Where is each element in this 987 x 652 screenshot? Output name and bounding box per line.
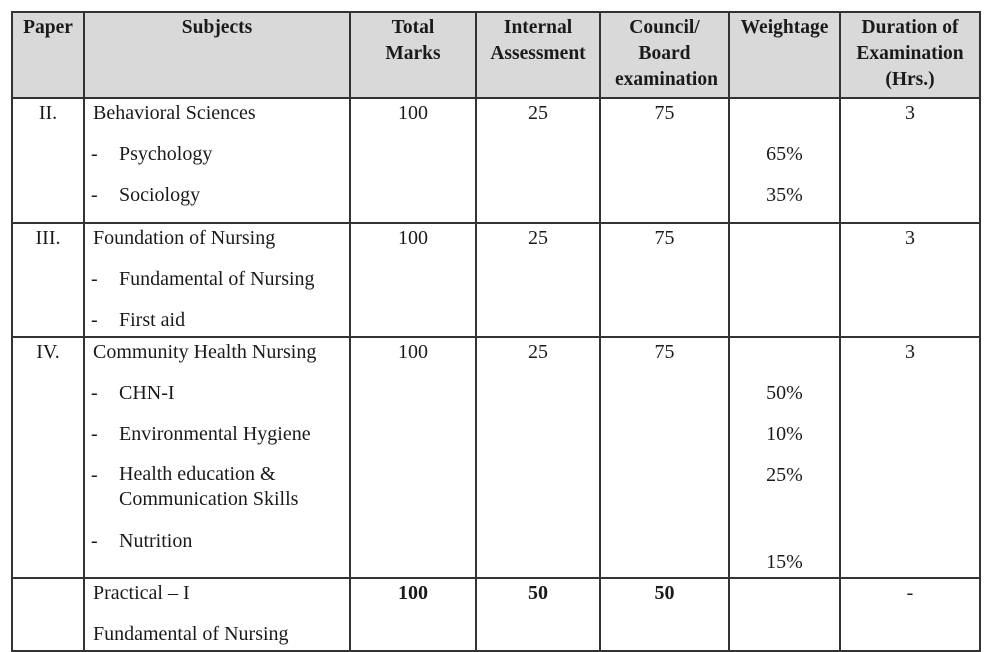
subject-sub-item: - CHN-I (91, 382, 175, 404)
subject-cell (84, 578, 350, 651)
header-paper: Paper (12, 12, 84, 98)
total-marks-cell: 100 (350, 337, 476, 578)
duration-cell: - (840, 578, 980, 651)
subject-title: Community Health Nursing (93, 341, 317, 363)
total-marks-cell: 100 (350, 578, 476, 651)
weightage-cell: 65% 35% (729, 98, 840, 223)
subject-sub-item: - First aid (91, 309, 186, 331)
header-internal-assessment: Internal Assessment (476, 12, 600, 98)
paper-cell: IV. (12, 337, 84, 578)
subject-cell (84, 223, 350, 337)
council-cell: 50 (600, 578, 729, 651)
weightage-cell: 50% 10% 25% 15% (729, 337, 840, 578)
weightage-cell (729, 223, 840, 337)
table-row (12, 98, 980, 223)
weightage-cell (729, 578, 840, 651)
paper-cell: II. (12, 98, 84, 223)
subject-sub-item: - Health education & Communication Skills (91, 463, 299, 510)
internal-cell: 50 (476, 578, 600, 651)
subject-sub-item: - Psychology (91, 143, 213, 165)
exam-scheme-table (11, 11, 981, 652)
council-cell: 75 (600, 223, 729, 337)
header-duration: Duration of Examination (Hrs.) (840, 12, 980, 98)
subject-sub-item: - Environmental Hygiene (91, 423, 311, 445)
header-subjects: Subjects (84, 12, 350, 98)
table-row (12, 223, 980, 337)
subject-title: Practical – I (93, 582, 190, 604)
internal-cell: 25 (476, 223, 600, 337)
duration-cell: 3 (840, 98, 980, 223)
paper-cell: III. (12, 223, 84, 337)
duration-cell: 3 (840, 337, 980, 578)
header-council-board: Council/ Board examination (600, 12, 729, 98)
subject-cell (84, 98, 350, 223)
header-total-marks: Total Marks (350, 12, 476, 98)
paper-cell (12, 578, 84, 651)
duration-cell: 3 (840, 223, 980, 337)
council-cell: 75 (600, 98, 729, 223)
internal-cell: 25 (476, 98, 600, 223)
total-marks-cell: 100 (350, 223, 476, 337)
subject-subtitle: Fundamental of Nursing (93, 623, 289, 645)
subject-cell (84, 337, 350, 578)
council-cell: 75 (600, 337, 729, 578)
subject-sub-item: - Sociology (91, 184, 201, 206)
subject-title: Foundation of Nursing (93, 227, 276, 249)
header-weightage: Weightage (729, 12, 840, 98)
total-marks-cell: 100 (350, 98, 476, 223)
table-row (12, 337, 980, 578)
header-row (12, 12, 980, 98)
subject-sub-item: - Nutrition (91, 530, 193, 552)
internal-cell: 25 (476, 337, 600, 578)
subject-sub-item: - Fundamental of Nursing (91, 268, 315, 290)
table-row (12, 578, 980, 651)
subject-title: Behavioral Sciences (93, 102, 256, 124)
